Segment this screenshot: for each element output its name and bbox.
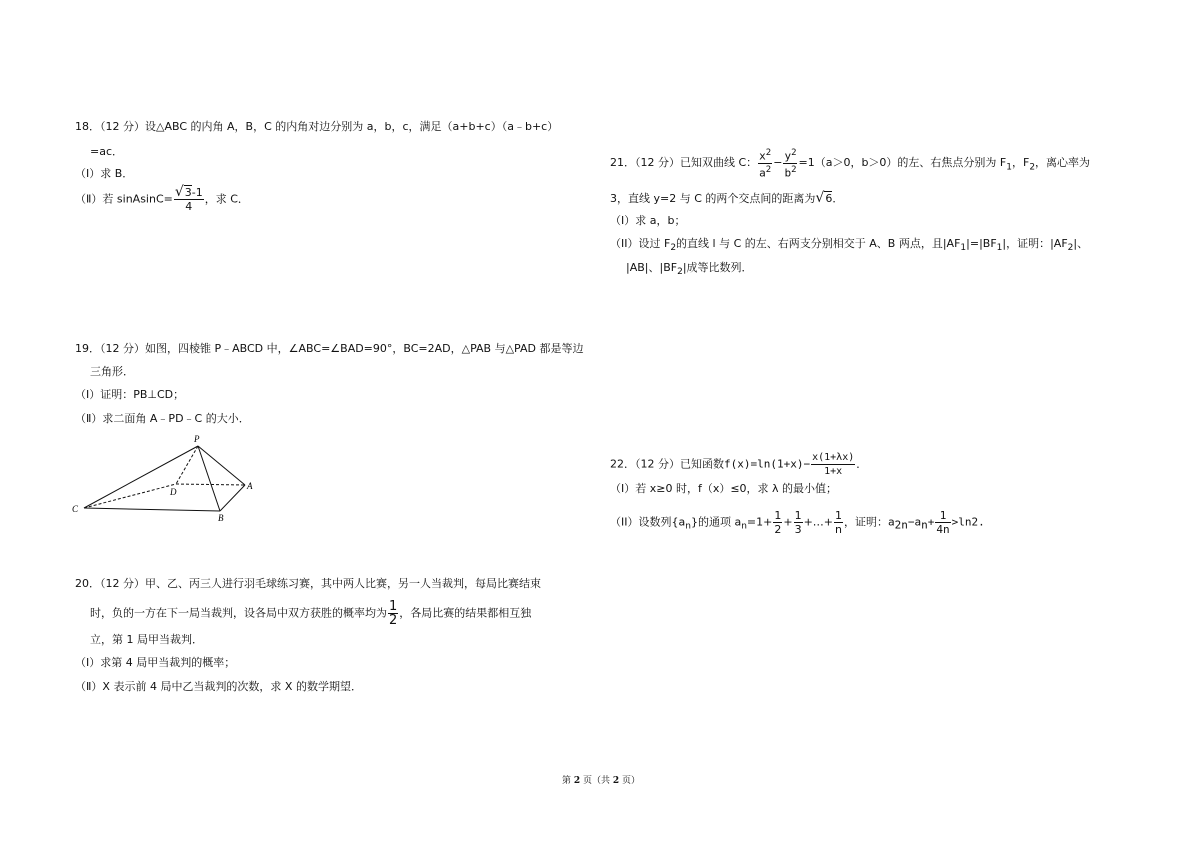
q21-line3 <box>626 261 753 279</box>
q18-part2 <box>75 186 249 213</box>
q21-minus: − <box>773 156 783 170</box>
q20-numerator: 1 <box>389 599 398 614</box>
q22-ineq-sub1: 2n <box>894 518 908 532</box>
q21-p2c: |=|BF <box>966 237 997 250</box>
q21-x-exp: 2 <box>765 148 772 158</box>
q20-fraction <box>388 600 398 627</box>
q22-f4-den: 4n <box>936 523 950 536</box>
q18-line2: =ac． <box>90 145 124 158</box>
q21-p2-sub: 2 <box>670 243 677 254</box>
q21-part1: （I）求 a，b； <box>610 214 686 227</box>
q19-part2: （Ⅱ）求二面角 A﹣PD﹣C 的大小． <box>75 412 250 425</box>
footer-c: 页（共 <box>580 776 613 786</box>
q22-frac-2 <box>794 509 803 536</box>
q22-line1 <box>610 451 867 478</box>
q18-part2-post: ，求 C． <box>204 192 249 206</box>
q22-p2c: =1+ <box>746 515 773 529</box>
q18-part2-pre: （Ⅱ）若 sinAsinC= <box>75 192 173 206</box>
q22-frac-3 <box>834 509 843 536</box>
q22-p2-sub2: n <box>741 521 747 532</box>
q19-line2: 三角形． <box>90 365 134 378</box>
q22-end: ． <box>856 457 868 471</box>
q22-f1-num: 1 <box>774 509 782 522</box>
q22-function: f(x)=ln(1+x)− <box>724 457 811 471</box>
q19-part1: （Ⅰ）证明：PB⊥CD； <box>75 388 185 401</box>
sqrt-symbol: √ <box>815 190 825 206</box>
q21-p2e: |、 <box>1073 237 1089 250</box>
q21-radicand: 6 <box>825 192 833 205</box>
footer-e: 页） <box>619 776 641 786</box>
q22-fraction <box>811 451 855 478</box>
q20-part2: （Ⅱ）X 表示前 4 局中乙当裁判的次数，求 X 的数学期望． <box>75 680 362 693</box>
q22-f2-den: 3 <box>794 523 802 536</box>
q22-frac-4 <box>935 509 950 536</box>
vertex-label-c: C <box>72 504 79 514</box>
q21-line1 <box>610 147 1090 179</box>
q21-p2-sub3: 2 <box>1067 243 1074 254</box>
q21-x: x <box>759 149 766 163</box>
q22-part1: （I）若 x≥0 时，f（x）≤0，求 λ 的最小值； <box>610 482 838 495</box>
q21-line2-post: ． <box>832 192 844 205</box>
q22-plus1: + <box>783 515 793 529</box>
q21-p2b: 的直线 l 与 C 的左、右两支分别相交于 A、B 两点，且|AF <box>676 237 961 250</box>
q21-b: b <box>784 166 792 180</box>
footer-a: 第 <box>562 776 574 786</box>
q21-a-exp: 2 <box>765 164 772 175</box>
q21-p2a: （II）设过 F <box>610 237 671 250</box>
footer-page: 2 <box>573 776 581 786</box>
q22-denominator: 1+x <box>824 466 843 477</box>
q22-plus2: +…+ <box>803 515 834 529</box>
q22-p2-sub: n <box>685 521 691 532</box>
vertex-label-a: A <box>247 481 253 491</box>
q21-tail: ，离心率为 <box>1035 156 1091 170</box>
q20-line3: 立，第 1 局甲当裁判． <box>90 633 203 646</box>
q20-line2-post: ，各局比赛的结果都相互独 <box>399 606 532 620</box>
q22-p2a: （II）设数列{a <box>610 515 686 529</box>
q18-radicand: 3 <box>184 186 192 199</box>
q20-denominator: 2 <box>389 613 398 628</box>
q18-line1: 18．（12 分）设△ABC 的内角 A，B，C 的内角对边分别为 a，b，c，满足（a+b+c）（a﹣b+c） <box>75 120 559 133</box>
q21-p2-sub1: 1 <box>960 243 967 254</box>
q22-ineq-b: −a <box>907 515 922 529</box>
q21-f2-sub: 2 <box>1029 162 1036 173</box>
vertex-label-d: D <box>170 487 177 497</box>
q21-b-exp: 2 <box>791 164 797 175</box>
q22-frac-1 <box>773 509 782 536</box>
pyramid-figure <box>68 428 268 523</box>
q18-part1: （Ⅰ）求 B． <box>75 167 134 180</box>
q21-mid: ，F <box>1011 156 1030 170</box>
q21-y-exp: 2 <box>791 148 797 158</box>
q22-ineq-sub2: n <box>921 518 928 532</box>
q22-pre: 22．（12 分）已知函数 <box>610 457 724 471</box>
q21-fraction-y <box>783 147 797 179</box>
q21-l3-sub: 2 <box>677 267 683 278</box>
q20-part1: （Ⅰ）求第 4 局甲当裁判的概率； <box>75 656 236 669</box>
q20-line1: 20．（12 分）甲、乙、丙三人进行羽毛球练习赛，其中两人比赛，另一人当裁判，每局比赛结束 <box>75 577 541 590</box>
footer-total: 2 <box>612 776 620 786</box>
q21-part2 <box>610 237 1088 255</box>
q18-num-tail: -1 <box>191 186 203 199</box>
q22-part2 <box>610 509 985 536</box>
q18-fraction <box>174 186 204 213</box>
q21-f1-sub: 1 <box>1006 162 1012 173</box>
q21-eq: =1（a＞0，b＞0）的左、右焦点分别为 F <box>798 156 1007 170</box>
q22-f4-num: 1 <box>935 509 950 523</box>
q21-pre: 21．（12 分）已知双曲线 C： <box>610 156 758 170</box>
q22-numerator: x(1+λx) <box>812 452 855 463</box>
q21-p2-sub2: 1 <box>996 243 1003 254</box>
q21-line2 <box>610 191 843 206</box>
q20-line2 <box>90 600 531 627</box>
q22-f3-den: n <box>835 523 842 536</box>
q22-f1-den: 2 <box>774 523 782 536</box>
q22-p2b: }的通项 a <box>690 515 742 529</box>
sqrt-symbol: √ <box>174 184 184 200</box>
q22-ineq-c: + <box>927 515 935 529</box>
q22-ineq-d: >ln2. <box>951 515 985 529</box>
q21-l3a: |AB|、|BF <box>626 261 678 274</box>
q21-y: y <box>784 149 792 163</box>
q21-fraction-x <box>758 147 772 179</box>
q18-denominator: 4 <box>185 200 193 213</box>
q19-line1: 19．（12 分）如图，四棱锥 P﹣ABCD 中，∠ABC=∠BAD=90°，BC=2AD，△PAB 与△PAD 都是等边 <box>75 342 584 355</box>
q21-a: a <box>759 166 766 180</box>
q20-line2-pre: 时，负的一方在下一局当裁判，设各局中双方获胜的概率均为 <box>90 606 387 620</box>
page-footer <box>562 774 640 788</box>
q22-ineq-a: a <box>888 515 895 529</box>
q21-l3b: |成等比数列． <box>682 261 753 274</box>
q22-p2d: ，证明： <box>844 515 889 529</box>
vertex-label-b: B <box>218 513 224 523</box>
q21-line2-pre: 3，直线 y=2 与 C 的两个交点间的距离为 <box>610 192 816 205</box>
q22-f2-num: 1 <box>794 509 802 522</box>
q21-p2d: |，证明：|AF <box>1002 237 1068 250</box>
vertex-label-p: P <box>194 434 200 444</box>
q22-f3-num: 1 <box>835 509 843 522</box>
